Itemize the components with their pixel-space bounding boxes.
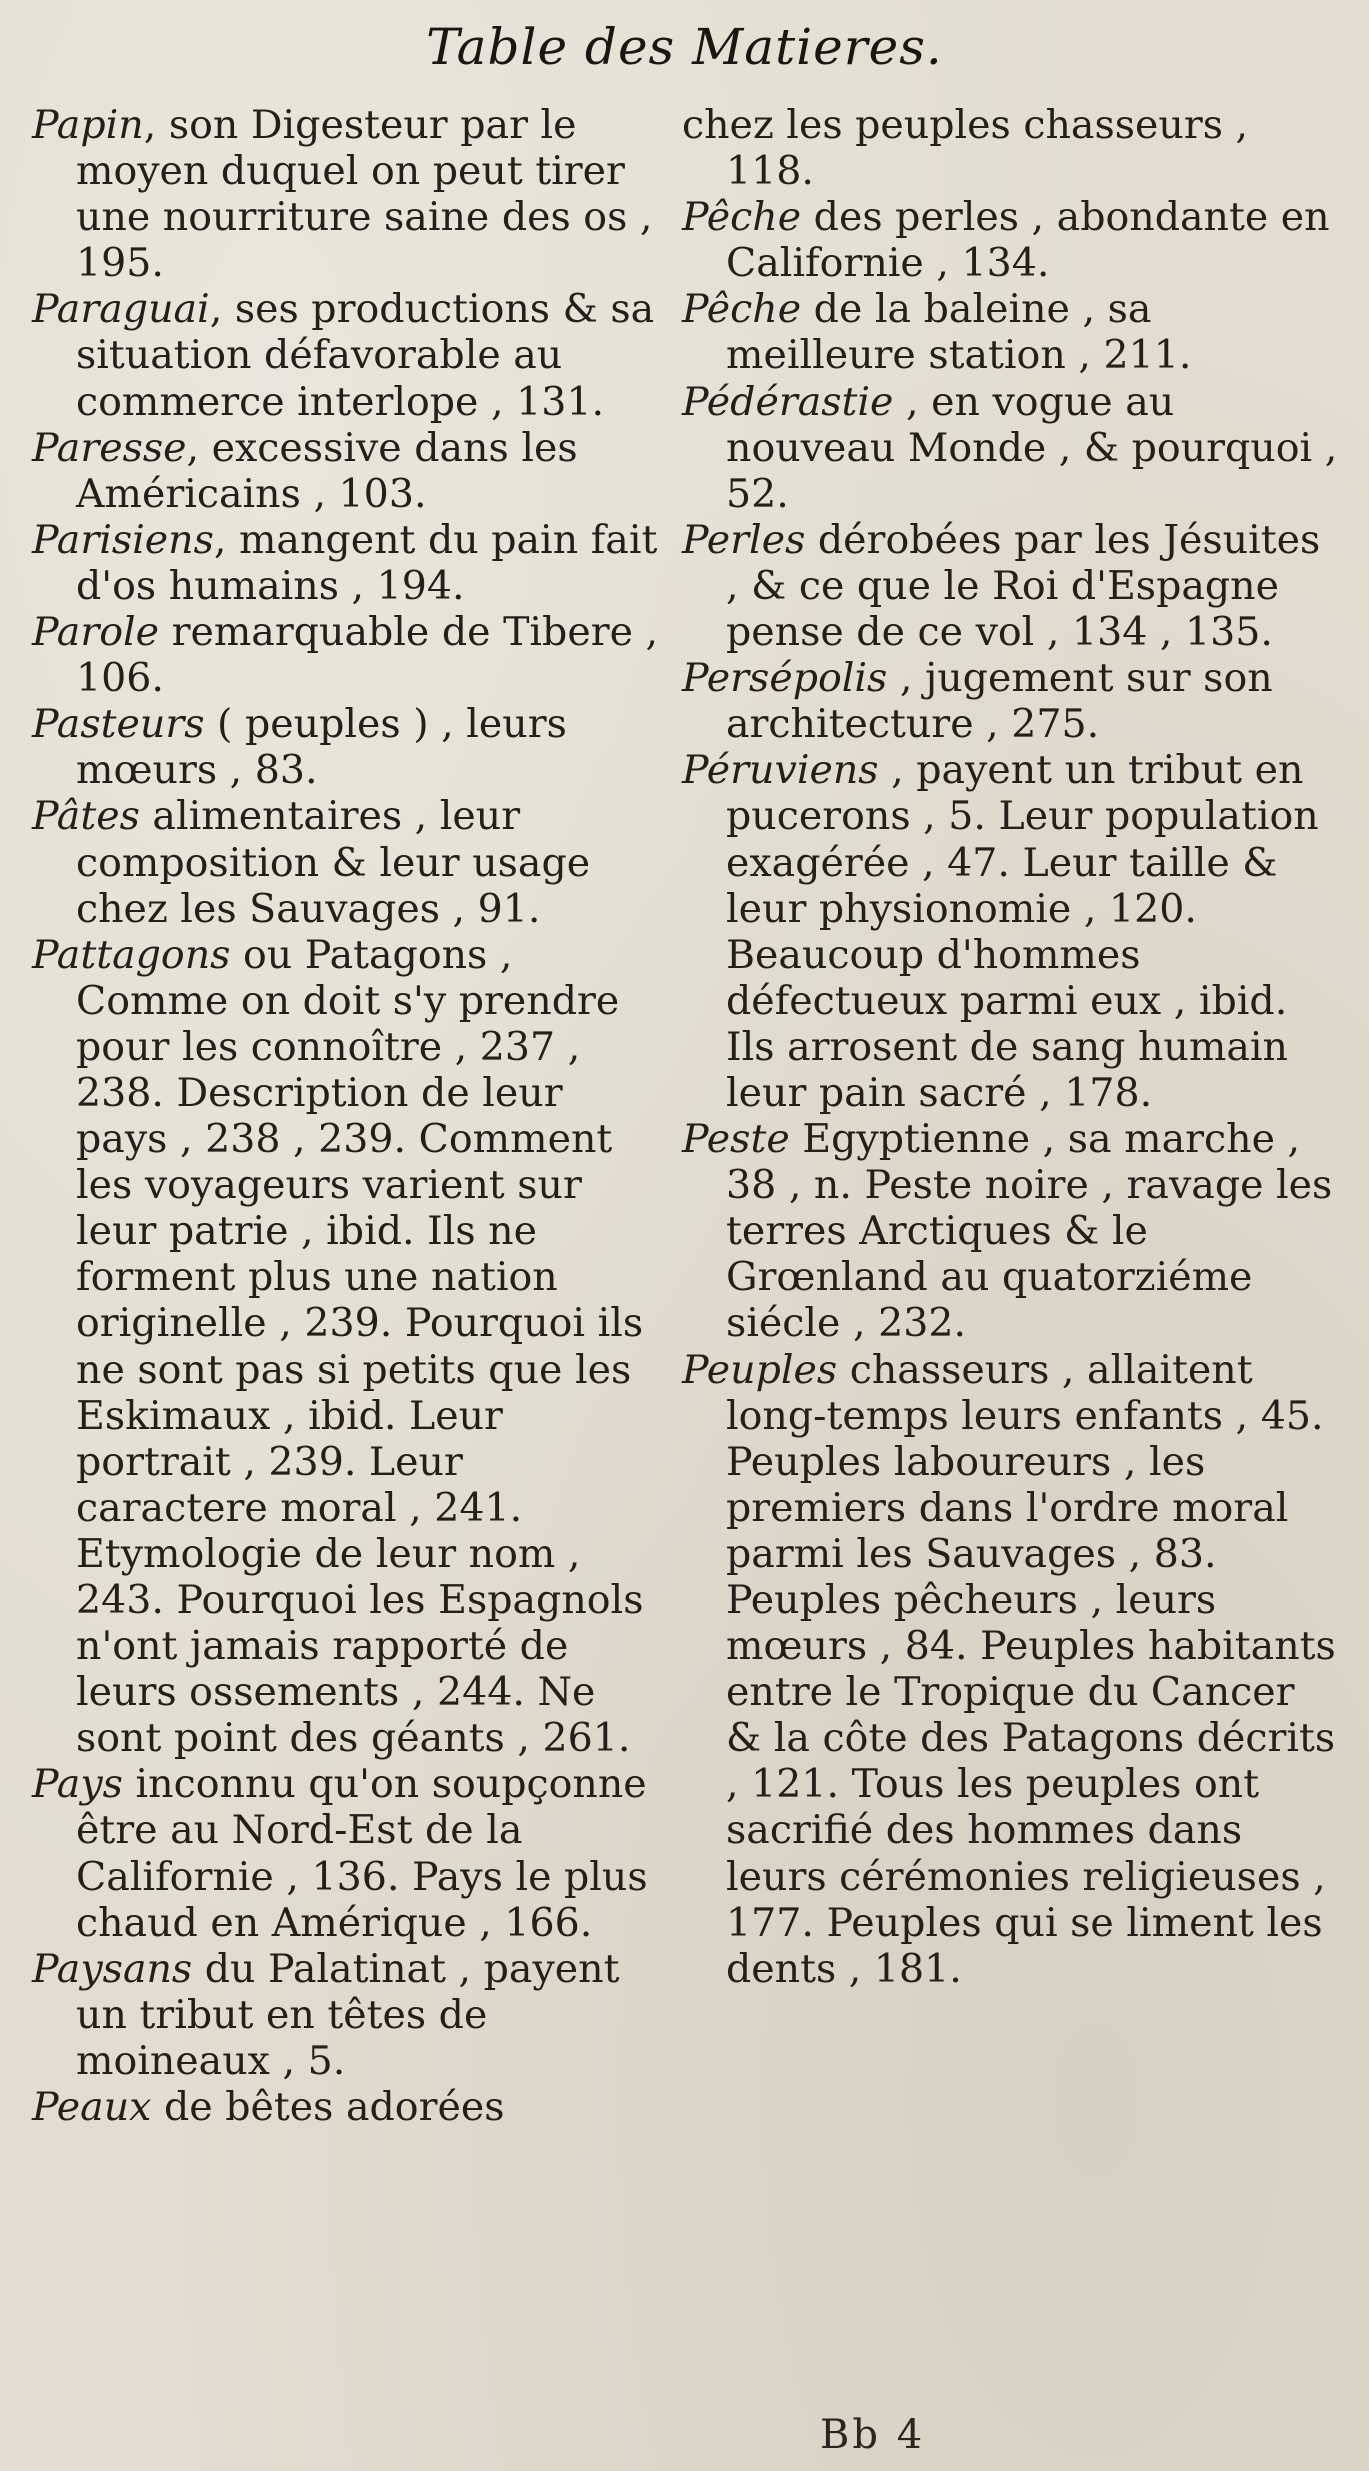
entry-headword: Pays: [32, 1761, 123, 1808]
index-entry: [32, 286, 662, 424]
index-entry: [682, 286, 1338, 378]
entry-headword: Perles: [682, 516, 806, 563]
index-entry: [32, 1946, 662, 2084]
index-entry: [682, 1116, 1338, 1346]
entry-text: , ses productions & sa situation défavorable au commerce interlope , 131.: [76, 286, 655, 425]
index-entry: [682, 102, 1338, 194]
index-entry: [682, 1347, 1338, 1992]
entry-headword: Peuples: [682, 1346, 838, 1393]
entry-text: Egyptienne , sa marche , 38 , n. Peste noire , ravage les terres Arctiques & le Grœnland au quatorziéme siécle , 232.: [726, 1116, 1333, 1347]
index-entry: [682, 655, 1338, 747]
entry-headword: Pasteurs: [32, 701, 205, 748]
entry-headword: Paresse: [32, 424, 187, 471]
entry-headword: Péruviens: [682, 747, 879, 794]
index-entry: [682, 194, 1338, 286]
entry-headword: Peaux: [32, 2084, 152, 2131]
entry-text: des perles , abondante en Californie , 134.: [726, 194, 1330, 287]
entry-text: , mangent du pain fait d'os humains , 194.: [76, 516, 658, 609]
index-entry: [32, 932, 662, 1762]
entry-text: , son Digesteur par le moyen duquel on peut tirer une nourriture saine des os , 195.: [76, 102, 653, 287]
index-column-right: [682, 102, 1338, 1992]
entry-text: de la baleine , sa meilleure station , 211.: [726, 286, 1192, 379]
entry-headword: Paraguai: [32, 286, 210, 333]
index-entry: [682, 517, 1338, 655]
entry-headword: Parisiens: [32, 516, 214, 563]
entry-text: remarquable de Tibere , 106.: [76, 609, 659, 702]
page-title: Table des Matieres.: [426, 18, 943, 76]
entry-text: , jugement sur son architecture , 275.: [726, 655, 1273, 748]
entry-text: chez les peuples chasseurs , 118.: [682, 102, 1249, 195]
entry-text: dérobées par les Jésuites , & ce que le Roi d'Espagne pense de ce vol , 134 , 135.: [726, 516, 1321, 656]
entry-text: , payent un tribut en pucerons , 5. Leur population exagérée , 47. Leur taille & leur physionomie , 120. Beaucoup d'hommes défectueux parmi eux , ibid. Ils arrosent de sang humain leur pain sacré , 178.: [726, 747, 1319, 1116]
entry-text: du Palatinat , payent un tribut en têtes de moineaux , 5.: [76, 1945, 620, 2084]
entry-text: alimentaires , leur composition & leur usage chez les Sauvages , 91.: [76, 793, 591, 932]
entry-headword: Pâtes: [32, 793, 140, 840]
index-entry: [32, 793, 662, 931]
entry-text: inconnu qu'on soupçonne être au Nord-Est de la Californie , 136. Pays le plus chaud en Amérique , 166.: [76, 1761, 648, 1946]
entry-text: ou Patagons , Comme on doit s'y prendre pour les connoître , 237 , 238. Description de leur pays , 238 , 239. Comment les voyageurs varient sur leur patrie , ibid. Ils ne forment plus une nation originelle , 239. Pourquoi ils ne sont pas si petits que les Eskimaux , ibid. Leur portrait , 239. Leur caractere moral , 241. Etymologie de leur nom , 243. Pourquoi les Espagnols n'ont jamais rapporté de leurs ossements , 244. Ne sont point des géants , 261.: [76, 931, 644, 1762]
entry-headword: Paysans: [32, 1945, 193, 1992]
entry-headword: Pattagons: [32, 931, 231, 978]
entry-headword: Pédérastie: [682, 378, 894, 425]
entry-headword: Pêche: [682, 194, 802, 241]
index-entry: [32, 2084, 662, 2130]
entry-headword: Papin: [32, 102, 144, 148]
entry-text: chasseurs , allaitent long-temps leurs enfants , 45. Peuples laboureurs , les premiers dans l'ordre moral parmi les Sauvages , 83. Peuples pêcheurs , leurs mœurs , 84. Peuples habitants entre le Tropique du Cancer & la côte des Patagons décrits , 121. Tous les peuples ont sacrifié des hommes dans leurs cérémonies religieuses , 177. Peuples qui se liment les dents , 181.: [726, 1346, 1336, 1992]
entry-headword: Persépolis: [682, 655, 888, 702]
index-entry: [32, 425, 662, 517]
index-entry: [32, 1761, 662, 1945]
entry-headword: Parole: [32, 609, 160, 656]
index-entry: [682, 379, 1338, 517]
index-column-left: [32, 102, 662, 2130]
entry-text: , en vogue au nouveau Monde , & pourquoi , 52.: [726, 378, 1338, 517]
entry-text: ( peuples ) , leurs mœurs , 83.: [76, 701, 567, 794]
index-entry: [32, 609, 662, 701]
entry-text: , excessive dans les Américains , 103.: [76, 424, 578, 517]
index-entry: [32, 517, 662, 609]
index-entry: [682, 747, 1338, 1116]
entry-headword: Pêche: [682, 286, 802, 333]
index-entry: [32, 701, 662, 793]
entry-headword: Peste: [682, 1116, 790, 1163]
index-entry: [32, 102, 662, 286]
signature-mark: Bb 4: [820, 2412, 926, 2458]
entry-text: de bêtes adorées: [151, 2084, 505, 2131]
